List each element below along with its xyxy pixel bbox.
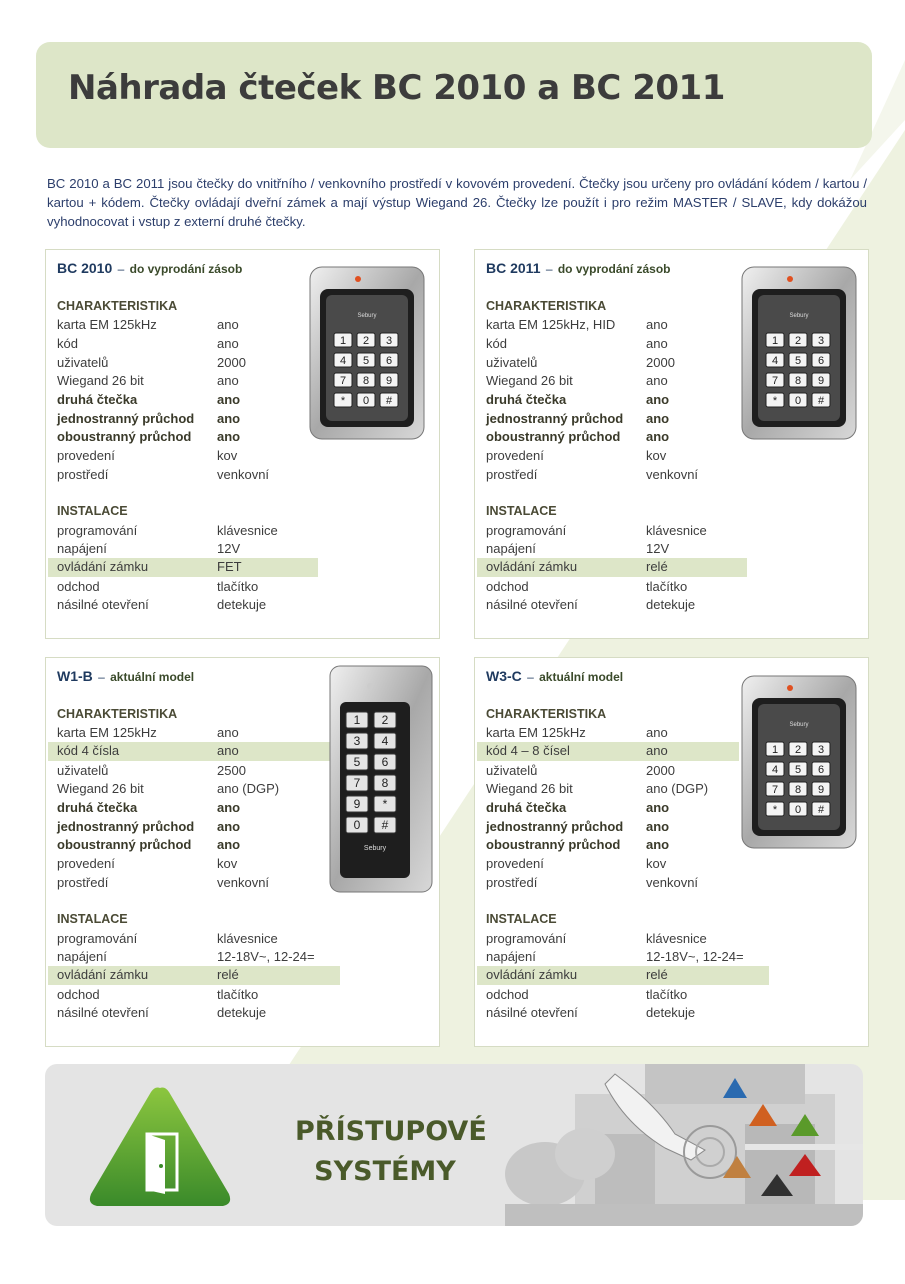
install-row: [486, 578, 746, 597]
install-label: násilné otevření: [486, 1005, 578, 1020]
spec-label: kód: [57, 336, 78, 351]
door-triangle-logo: [85, 1082, 235, 1212]
spec-row: [57, 855, 317, 874]
section-head-instalace: INSTALACE: [57, 504, 128, 518]
spec-row: [486, 372, 746, 391]
install-row-highlight: [477, 558, 747, 577]
product-status: do vyprodání zásob: [557, 262, 671, 276]
install-row: [486, 540, 746, 559]
keypad-key-label: 2: [794, 335, 802, 347]
spec-label: oboustranný průchod: [57, 429, 192, 444]
spec-label: uživatelů: [486, 763, 538, 778]
install-label: programování: [57, 523, 138, 538]
keypad-key-label: 5: [353, 755, 361, 769]
section-head-instalace: INSTALACE: [57, 912, 128, 926]
footer-title: [295, 1112, 487, 1192]
install-value: 12-18V~, 12-24=: [646, 949, 744, 964]
spec-label: prostředí: [486, 875, 538, 890]
keypad-key-label: 5: [794, 355, 802, 367]
spec-row: [486, 466, 746, 485]
install-row: [57, 522, 317, 541]
spec-label: kód: [486, 336, 507, 351]
spec-label: oboustranný průchod: [57, 837, 192, 852]
spec-value: kov: [646, 856, 667, 871]
reader-image-w1b: [328, 664, 434, 894]
keypad-key-label: 9: [817, 784, 825, 796]
install-value: detekuje: [646, 1005, 696, 1020]
spec-value: ano: [646, 317, 668, 332]
spec-label: provedení: [57, 448, 115, 463]
keypad-key-label: 4: [771, 764, 779, 776]
install-value: FET: [217, 559, 242, 574]
spec-value: 2500: [217, 763, 246, 778]
spec-label: karta EM 125kHz, HID: [486, 317, 616, 332]
spec-value: kov: [646, 448, 667, 463]
keypad-key-label: 4: [339, 355, 347, 367]
spec-label: oboustranný průchod: [486, 429, 621, 444]
spec-label: druhá čtečka: [486, 800, 567, 815]
led-indicator: [367, 683, 373, 689]
spec-row: [486, 391, 746, 410]
spec-value: ano: [646, 373, 668, 388]
install-row: [57, 596, 317, 615]
reader-image-w3c: [740, 672, 858, 852]
spec-label: druhá čtečka: [57, 392, 138, 407]
spec-value: ano: [217, 429, 241, 444]
intro-paragraph: BC 2010 a BC 2011 jsou čtečky do vnitřního / venkovního prostředí v kovovém provedení. Čtečky jsou určeny pro ovládání kódem / kartou / kartou + kódem. Čtečky ovládají dveřní zámek a mají výstup Wiegand 26. Čtečky lze použít i pro režim MASTER / SLAVE, kdy dokážou vyhodnocovat i vstup z externí druhé čtečky.: [47, 176, 867, 229]
spec-label: druhá čtečka: [486, 392, 567, 407]
led-indicator: [787, 685, 793, 691]
install-row: [57, 930, 317, 949]
install-row-highlight: [48, 558, 318, 577]
spec-label: druhá čtečka: [57, 800, 138, 815]
spec-label: kód 4 čísla: [57, 743, 120, 758]
keypad-key-label: 9: [817, 375, 825, 387]
keypad-key-label: 0: [362, 395, 370, 407]
install-row: [57, 578, 317, 597]
install-value: tlačítko: [646, 579, 688, 594]
keypad-key-label: 7: [339, 375, 347, 387]
keypad-key-label: *: [382, 797, 388, 811]
install-label: násilné otevření: [57, 597, 149, 612]
install-value: relé: [646, 967, 668, 982]
spec-row: [57, 762, 317, 781]
section-head-charakteristika: CHARAKTERISTIKA: [486, 707, 607, 721]
spec-label: provedení: [57, 856, 115, 871]
spec-label: Wiegand 26 bit: [486, 781, 573, 796]
keypad-key-label: 6: [817, 764, 825, 776]
reader-image-bc2011: [740, 263, 858, 443]
spec-label: oboustranný průchod: [486, 837, 621, 852]
spec-label: Wiegand 26 bit: [57, 781, 144, 796]
spec-label: Wiegand 26 bit: [57, 373, 144, 388]
spec-value: kov: [217, 856, 238, 871]
brand-label: Sebury: [357, 313, 377, 319]
spec-label: jednostranný průchod: [486, 411, 624, 426]
spec-value: ano: [646, 392, 670, 407]
spec-label: karta EM 125kHz: [57, 317, 157, 332]
keypad-key-label: 4: [381, 734, 389, 748]
install-label: násilné otevření: [486, 597, 578, 612]
keypad-key-label: 6: [381, 755, 389, 769]
spec-row: [486, 447, 746, 466]
spec-label: prostředí: [57, 467, 109, 482]
spec-label: jednostranný průchod: [57, 819, 195, 834]
install-row-highlight: [48, 966, 340, 985]
spec-row: [486, 724, 746, 743]
keypad-key-label: 1: [771, 335, 779, 347]
spec-label: uživatelů: [57, 763, 109, 778]
keypad-key-label: 5: [362, 355, 370, 367]
install-label: ovládání zámku: [486, 967, 578, 982]
spec-row: [486, 762, 746, 781]
card-title: [57, 260, 242, 278]
keypad-key-label: *: [340, 395, 346, 407]
spec-row: [486, 836, 746, 855]
section-head-charakteristika: CHARAKTERISTIKA: [486, 299, 607, 313]
keypad-key-label: 3: [385, 335, 393, 347]
keypad-key-label: 8: [362, 375, 370, 387]
spec-value: ano: [217, 392, 241, 407]
spec-row-highlight: [48, 742, 333, 761]
install-value: klávesnice: [217, 523, 278, 538]
spec-value: ano: [217, 743, 239, 758]
spec-row: [57, 874, 317, 893]
keypad-key-label: 5: [794, 764, 802, 776]
install-label: napájení: [57, 541, 107, 556]
spec-row: [57, 354, 317, 373]
spec-row: [57, 447, 317, 466]
keypad-key-label: 8: [794, 375, 802, 387]
install-row: [57, 1004, 317, 1023]
install-label: ovládání zámku: [57, 559, 149, 574]
reader-image-bc2010: [308, 263, 426, 443]
install-label: ovládání zámku: [57, 967, 149, 982]
spec-row: [57, 316, 317, 335]
keypad-key-label: *: [772, 395, 778, 407]
install-value: relé: [646, 559, 668, 574]
spec-value: 2000: [217, 355, 246, 370]
product-name: BC 2011: [486, 260, 541, 276]
keypad-key-label: 7: [771, 375, 779, 387]
keypad-key-label: 1: [353, 713, 361, 727]
install-label: odchod: [486, 987, 529, 1002]
install-label: násilné otevření: [57, 1005, 149, 1020]
keypad-key-label: 3: [353, 734, 361, 748]
keypad-key-label: 7: [771, 784, 779, 796]
product-name: W1-B: [57, 668, 93, 684]
install-label: programování: [486, 931, 567, 946]
keypad-key-label: 2: [362, 335, 370, 347]
install-value: 12V: [646, 541, 670, 556]
spec-label: prostředí: [486, 467, 538, 482]
brand-label: Sebury: [363, 845, 387, 852]
keypad-key-label: 3: [817, 335, 825, 347]
spec-row: [57, 836, 317, 855]
spec-row: [57, 466, 317, 485]
install-value: 12-18V~, 12-24=: [217, 949, 315, 964]
spec-row: [486, 780, 746, 799]
section-head-charakteristika: CHARAKTERISTIKA: [57, 707, 178, 721]
install-value: tlačítko: [217, 579, 259, 594]
install-value: detekuje: [217, 597, 267, 612]
keypad-key-label: 0: [794, 804, 802, 816]
spec-value: ano (DGP): [646, 781, 709, 796]
brand-label: Sebury: [789, 313, 809, 319]
spec-value: 2000: [646, 355, 675, 370]
spec-value: ano: [217, 411, 241, 426]
keypad-key-label: *: [772, 804, 778, 816]
install-row: [486, 522, 746, 541]
spec-label: uživatelů: [486, 355, 538, 370]
spec-value: ano: [646, 725, 668, 740]
section-head-instalace: INSTALACE: [486, 504, 557, 518]
spec-row: [57, 724, 317, 743]
keypad-key-label: 3: [817, 744, 825, 756]
spec-row: [486, 874, 746, 893]
keypad-key-label: 6: [817, 355, 825, 367]
title-dash: –: [523, 670, 538, 684]
install-label: odchod: [486, 579, 529, 594]
spec-row: [486, 354, 746, 373]
title-dash: –: [94, 670, 109, 684]
spec-value: venkovní: [646, 875, 699, 890]
product-name: W3-C: [486, 668, 522, 684]
spec-row: [486, 799, 746, 818]
spec-row: [486, 855, 746, 874]
install-value: klávesnice: [217, 931, 278, 946]
spec-value: venkovní: [217, 467, 270, 482]
install-label: programování: [486, 523, 567, 538]
spec-value: ano: [217, 837, 241, 852]
spec-label: jednostranný průchod: [57, 411, 195, 426]
spec-row: [486, 410, 746, 429]
spec-label: provedení: [486, 448, 544, 463]
spec-label: karta EM 125kHz: [57, 725, 157, 740]
spec-row: [486, 316, 746, 335]
page-title: Náhrada čteček BC 2010 a BC 2011: [68, 68, 725, 108]
spec-label: jednostranný průchod: [486, 819, 624, 834]
keypad-key-label: #: [817, 804, 825, 816]
section-head-instalace: INSTALACE: [486, 912, 557, 926]
install-value: detekuje: [646, 597, 696, 612]
install-row: [486, 948, 746, 967]
spec-label: Wiegand 26 bit: [486, 373, 573, 388]
card-title: [486, 260, 671, 278]
spec-value: 2000: [646, 763, 675, 778]
install-row: [486, 1004, 746, 1023]
install-row: [57, 540, 317, 559]
card-title: [57, 668, 194, 686]
install-label: napájení: [57, 949, 107, 964]
install-label: odchod: [57, 987, 100, 1002]
spec-value: ano: [217, 336, 239, 351]
keypad-key-label: 7: [353, 776, 361, 790]
keypad-key-label: 9: [385, 375, 393, 387]
spec-row: [486, 428, 746, 447]
install-value: klávesnice: [646, 931, 707, 946]
install-value: tlačítko: [217, 987, 259, 1002]
spec-value: ano: [646, 336, 668, 351]
keypad-key-label: 4: [771, 355, 779, 367]
spec-label: kód 4 – 8 čísel: [486, 743, 570, 758]
section-head-charakteristika: CHARAKTERISTIKA: [57, 299, 178, 313]
spec-row-highlight: [477, 742, 739, 761]
spec-value: ano: [646, 411, 670, 426]
keypad-key-label: #: [385, 395, 393, 407]
install-row: [57, 948, 317, 967]
spec-row: [486, 335, 746, 354]
install-row: [486, 596, 746, 615]
install-row: [57, 986, 317, 1005]
install-value: relé: [217, 967, 239, 982]
install-row: [486, 930, 746, 949]
install-label: napájení: [486, 541, 536, 556]
footer-banner: [45, 1064, 863, 1226]
keypad-key-label: 8: [794, 784, 802, 796]
spec-value: ano: [217, 725, 239, 740]
install-value: klávesnice: [646, 523, 707, 538]
footer-title-line1: PŘÍSTUPOVÉ: [295, 1116, 487, 1147]
spec-label: provedení: [486, 856, 544, 871]
card-title: [486, 668, 623, 686]
brand-label: Sebury: [789, 722, 809, 728]
install-label: odchod: [57, 579, 100, 594]
spec-value: ano: [646, 837, 670, 852]
spec-value: kov: [217, 448, 238, 463]
keypad-key-label: #: [381, 818, 389, 832]
install-label: programování: [57, 931, 138, 946]
spec-value: ano: [217, 819, 241, 834]
spec-label: uživatelů: [57, 355, 109, 370]
spec-value: ano (DGP): [217, 781, 280, 796]
install-row: [486, 986, 746, 1005]
spec-row: [57, 780, 317, 799]
keypad-key-label: 0: [353, 818, 361, 832]
spec-row: [57, 335, 317, 354]
spec-row: [57, 428, 317, 447]
install-value: detekuje: [217, 1005, 267, 1020]
spec-value: venkovní: [646, 467, 699, 482]
spec-row: [486, 818, 746, 837]
spec-row: [57, 818, 317, 837]
keypad-key-label: 0: [794, 395, 802, 407]
led-indicator: [787, 276, 793, 282]
spec-value: ano: [646, 743, 668, 758]
install-value: 12V: [217, 541, 241, 556]
keypad-key-label: #: [817, 395, 825, 407]
spec-label: karta EM 125kHz: [486, 725, 586, 740]
install-label: ovládání zámku: [486, 559, 578, 574]
product-name: BC 2010: [57, 260, 113, 276]
spec-label: prostředí: [57, 875, 109, 890]
page-header: [36, 42, 872, 148]
product-status: aktuální model: [539, 670, 624, 684]
spec-value: ano: [217, 317, 239, 332]
footer-title-line2: SYSTÉMY: [314, 1156, 456, 1187]
keypad-key-label: 1: [339, 335, 347, 347]
title-dash: –: [542, 262, 556, 276]
spec-value: ano: [646, 429, 670, 444]
spec-value: ano: [646, 800, 670, 815]
spec-value: ano: [646, 819, 670, 834]
keypad-key-label: 1: [771, 744, 779, 756]
product-status: do vyprodání zásob: [129, 262, 243, 276]
spec-value: ano: [217, 373, 239, 388]
spec-row: [57, 372, 317, 391]
title-dash: –: [114, 262, 128, 276]
spec-row: [57, 799, 317, 818]
spec-row: [57, 391, 317, 410]
install-value: tlačítko: [646, 987, 688, 1002]
install-row-highlight: [477, 966, 769, 985]
spec-row: [57, 410, 317, 429]
keypad-key-label: 8: [381, 776, 389, 790]
keypad-key-label: 2: [381, 713, 389, 727]
keypad-key-label: 2: [794, 744, 802, 756]
keypad-key-label: 9: [353, 797, 361, 811]
led-indicator: [355, 276, 361, 282]
building-illustration: [505, 1064, 863, 1226]
keypad-key-label: 6: [385, 355, 393, 367]
spec-value: ano: [217, 800, 241, 815]
install-label: napájení: [486, 949, 536, 964]
product-status: aktuální model: [110, 670, 195, 684]
spec-value: venkovní: [217, 875, 270, 890]
